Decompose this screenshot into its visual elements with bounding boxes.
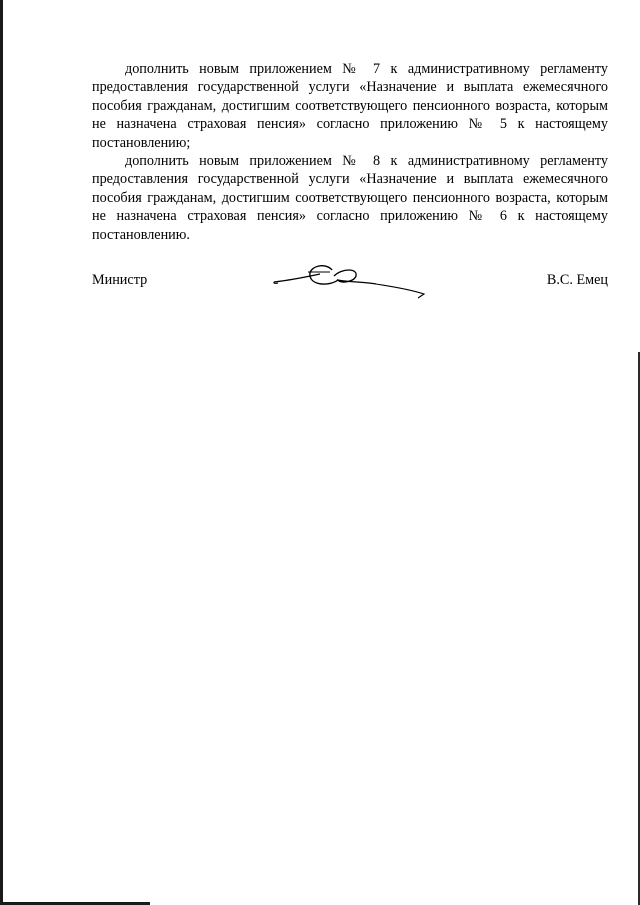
paragraph-appendix-8: дополнить новым приложением № 8 к административному регламенту предоставления государственной услуги «Назначение и выплата ежемесячного пособия гражданам, достигшим соответствующего пенсионного возраста, которым не назначена страховая пенсия» согласно приложению № 6 к настоящему постановлению.: [92, 153, 608, 243]
signer-position: Министр: [92, 272, 148, 288]
signer-name: В.С. Емец: [546, 272, 608, 288]
paragraph-appendix-7: дополнить новым приложением № 7 к административному регламенту предоставления государственной услуги «Назначение и выплата ежемесячного пособия гражданам, достигшим соответствующего пенсионного возраста, которым не назначена страховая пенсия» согласно приложению № 5 к настоящему постановлению;: [92, 61, 608, 151]
signature-block: [92, 268, 608, 308]
handwritten-signature: [272, 260, 432, 304]
document-body: [92, 60, 608, 244]
scan-border-left: [0, 0, 3, 905]
